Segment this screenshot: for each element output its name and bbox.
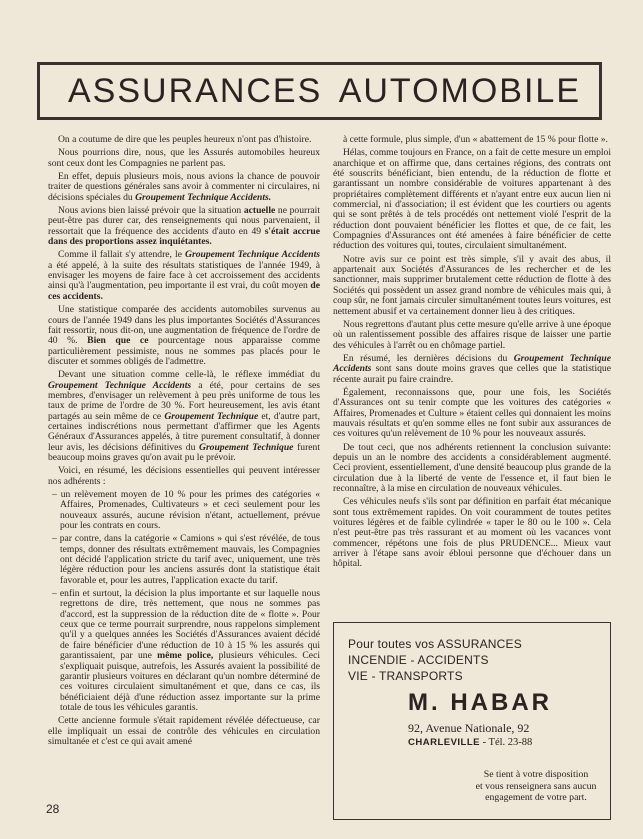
decision-list <box>48 490 320 713</box>
list-item: – par contre, dans la catégorie « Camions » qui s'est révélée, de tous temps, donner des résultats extrêmement mauvais, les Compagnies ont décidé l'application stricte du tarif avec, uniquement, une très légère réduction pour les anciens assurés dont la statistique était favorable et, pour les autres, l'application exacte du tarif. <box>60 534 320 586</box>
paragraph: En résumé, les dernières décisions du Groupement Technique Accidents sont sans doute moins graves que celles que la statistique récente aurait pu faire craindre. <box>333 352 611 385</box>
article-column-left <box>48 135 320 750</box>
list-item: – un relèvement moyen de 10 % pour les primes des catégories « Affaires, Promenades, Cultivateurs » et ceci seulement pour les nouveaux assurés, aucune révision n'étant, actuellement, prévue pour les contrats en cours. <box>60 490 320 531</box>
paragraph: De tout ceci, que nos adhérents retiennent la conclusion suivante: depuis un an le nombre des accidents a considérablement augmenté. Ceci provient, essentiellement, d'une densité beaucoup plus grande de la circulation due à la liberté de vente de l'essence et, il faut bien le reconnaître, à la mise en circulation de nouveaux véhicules. <box>333 441 611 494</box>
paragraph: En effet, depuis plusieurs mois, nous avions la chance de pouvoir traiter de questions générales sans avoir à commenter ni circulaires, ni décisions spéciales du Groupement Technique Accidents. <box>48 171 320 203</box>
page-number: 28 <box>46 802 60 816</box>
paragraph: Également, reconnaissons que, pour une fois, les Sociétés d'Assurances ont su tenir compte que les voitures des catégories « Affaires, Promenades et Culture » étaient celles qui donnaient les moins mauvais résultats et qu'en somme elles ne font subir aux assurances de ces voitures qu'un relèvement de 10 % pour les nouveaux assurés. <box>333 386 611 440</box>
advertisement-box <box>333 622 611 820</box>
paragraph: Hélas, comme toujours en France, on a fait de cette mesure un emploi anarchique et on affirme que, dans certaines régions, des contrats ont été souscrits bénéficiant, bien entendu, de la réduction de flotte et garantissant un nombre considérable de voitures appartenant à des propriétaires complètement différents et n'ayant entre eux aucun lien ni commercial, ni d'association; il est évident que les courtiers ou agents qui se sont prêtés à de tels procédés ont nettement violé l'esprit de la réduction dont pouvaient bénéficier les flottes et que, de ce fait, les Compagnies d'Assurances ont été amenées à faire bénéficier de cette réduction des voitures qui, toutes, circulaient simultanément. <box>333 147 612 252</box>
title-word-assurances: ASSURANCES <box>68 71 323 110</box>
ad-city-phone: CHARLEVILLE - Tél. 23-88 <box>408 737 533 748</box>
paragraph: à cette formule, plus simple, d'un « abattement de 15 % pour flotte ». <box>343 134 608 145</box>
title-word-automobile: AUTOMOBILE <box>338 71 581 110</box>
paragraph: Une statistique comparée des accidents automobiles survenus au cours de l'année 1949 dans les plus importantes Sociétés d'Assurances fait ressortir, nous dit-on, une augmentation de fréquence de l'ordre de 40 %. Bien que ce pourcentage nous apparaisse comme particulièrement pessimiste, nous ne sommes pas placés pour le discuter et sommes obligés de l'admettre. <box>48 304 320 367</box>
paragraph: Devant une situation comme celle-là, le réflexe immédiat du Groupement Technique Accidents a été, pour certains de ses membres, d'envisager un relèvement à peu près uniforme de tous les taux de prime de l'ordre de 30 %. Fort heureusement, les avis étant partagés au sein même de ce Groupement Technique et, d'autre part, certaines indiscrétions nous permettant d'affirmer que les Agents Généraux d'Assurances appelés, à titre purement consultatif, à donner leur avis, les décisions définitives du Groupement Technique furent beaucoup moins graves qu'on avait pu le prévoir. <box>48 369 320 463</box>
paragraph: Ces véhicules neufs s'ils sont par définition en parfait état mécanique sont tous extrêmement rapides. On voit couramment de toutes petites voitures légères et de faible cylindrée « taper le 80 ou le 100 ». Cela n'est peut-être pas très rassurant et au moment où les vacances vont commencer, répétons une fois de plus PRUDENCE... Mieux vaut arriver à l'étape sans avoir ébloui personne que d'échouer dans un hôpital. <box>333 496 611 570</box>
paragraph: Cette ancienne formule s'était rapidement révélée défectueuse, car elle impliquait un essai de contrôle des véhicules en circulation simultanée et c'est ce qui avait amené <box>48 715 320 747</box>
paragraph: Notre avis sur ce point est très simple, s'il y avait des abus, il appartenait aux Sociétés d'Assurances de les rechercher et de les sanctionner, mais supprimer brutalement cette réduction de flotte à des Sociétés qui possèdent un assez grand nombre de véhicules mais qui, à coup sûr, ne font jamais circuler simultanément toutes leurs voitures, est nettement abusif et va certainement donner lieu à des critiques. <box>333 253 611 317</box>
paragraph: Nous pourrions dire, nous, que les Assurés automobiles heureux sont ceux dont les Compagnies ne parlent pas. <box>48 147 320 169</box>
ad-line-assurances: Pour toutes vos ASSURANCES <box>348 637 522 651</box>
ad-line-incendie: INCENDIE - ACCIDENTS <box>348 653 489 667</box>
ad-address: 92, Avenue Nationale, 92 <box>408 721 530 735</box>
list-item: – enfin et surtout, la décision la plus importante et sur laquelle nous regrettons de dire, très nettement, que nous ne sommes pas d'accord, est la suppression de la réduction dite de « flotte ». Pour ceux que ce terme pourrait surprendre, nous rappelons simplement qu'il y a quelques années les Sociétés d'Assurances avaient décidé de faire bénéficier d'une réduction de 10 à 15 % les assurés qui garantissaient, par une même police, plusieurs véhicules. Ceci s'expliquait puisque, autrefois, les Assurés avaient la possibilité de garantir plusieurs voitures en déclarant qu'un nombre déterminé de ces voitures circulaient simultanément et que, dans ce cas, ils bénéficiaient déjà d'une réduction assez importante sur la prime totale de tous les véhicules garantis. <box>60 589 320 713</box>
ad-service-note: Se tient à votre disposition et vous renseignera sans aucun engagement de votre part. <box>475 769 597 803</box>
ad-agent-name: M. HABAR <box>408 689 552 716</box>
paragraph: Nous avions bien laissé prévoir que la situation actuelle ne pourrait peut-être pas durer car, des renseignements qui nous parvenaient, il ressortait que la fréquence des accidents d'auto en 49 s'était accrue dans des proportions assez inquiétantes. <box>48 205 321 248</box>
paragraph: Voici, en résumé, les décisions essentielles qui peuvent intéresser nos adhérents : <box>48 465 320 487</box>
paragraph: On a coutume de dire que les peuples heureux n'ont pas d'histoire. <box>58 134 312 145</box>
paragraph: Comme il fallait s'y attendre, le Groupement Technique Accidents a été appelé, à la suite des résultats statistiques de l'année 1949, à envisager les moyens de faire face à cet accroissement des accidents ainsi qu'à l'augmentation, peu importante il est vrai, du coût moyen de ces accidents. <box>48 249 320 302</box>
page-title <box>37 62 602 120</box>
ad-line-vie: VIE - TRANSPORTS <box>348 669 463 683</box>
paragraph: Nous regrettons d'autant plus cette mesure qu'elle arrive à une époque où un ralentissement possible des affaires risque de laisser une partie des véhicules à l'arrêt ou en chômage partiel. <box>333 318 611 351</box>
article-column-right <box>333 135 611 573</box>
